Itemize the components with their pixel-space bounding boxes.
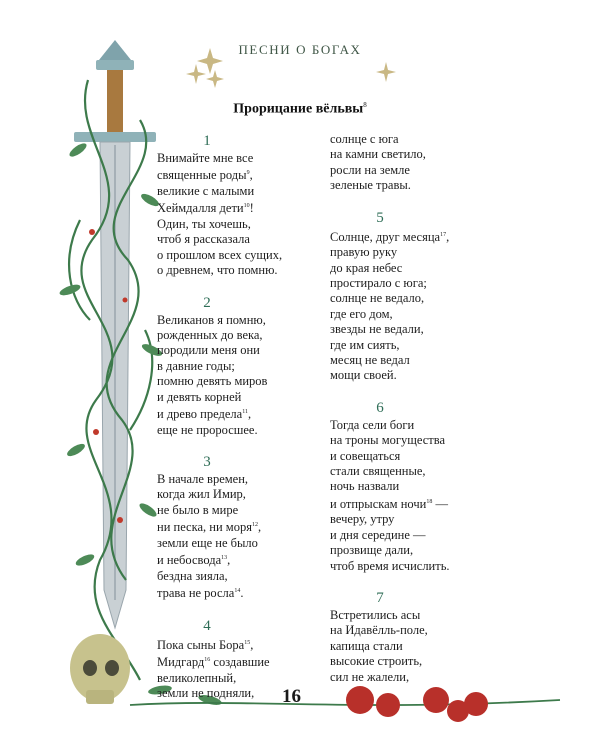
stanza — [157, 132, 307, 279]
verse-line — [157, 487, 307, 502]
footnote-ref: 18 — [426, 498, 433, 505]
verse-text: высокие строить, — [330, 654, 423, 669]
verse-text: солнце с юга — [330, 132, 399, 146]
verse-line — [330, 495, 480, 513]
verse-text: Хеймдалля дети — [157, 201, 244, 216]
verse-punctuation: , — [249, 168, 253, 183]
verse-line — [157, 584, 307, 602]
verse-text: рожденных до века, — [157, 327, 263, 342]
verse-text: месяц не ведал — [330, 353, 410, 368]
verse-text: о прошлом всех сущих, — [157, 247, 283, 262]
stanza-gap — [330, 574, 480, 589]
verse-line — [157, 184, 307, 199]
verse-punctuation: ! — [249, 201, 254, 216]
verse-text: и небосвода — [157, 553, 222, 568]
verse-text: породили меня они — [157, 343, 260, 358]
verse-line — [330, 639, 480, 654]
verse-text: и девять корней — [157, 389, 242, 404]
verse-text: где им сиять, — [330, 337, 400, 352]
verse-line — [330, 433, 480, 448]
verse-line — [330, 245, 480, 260]
verse-line — [330, 449, 480, 464]
apple-icon — [346, 686, 488, 722]
stanza-number: 4 — [203, 617, 211, 634]
verse-line — [157, 405, 307, 423]
verse-punctuation: . — [240, 586, 244, 601]
verse-text: земли не подняли, — [157, 686, 255, 701]
verse-text: мощи своей. — [330, 368, 397, 383]
verse-text: и совещаться — [330, 448, 401, 463]
verse-text: Тогда сели боги — [330, 417, 415, 432]
verse-line — [157, 636, 307, 654]
verse-line — [157, 551, 307, 569]
verse-text: священные роды — [157, 168, 247, 183]
verse-line — [157, 248, 307, 263]
verse-line — [157, 359, 307, 374]
stanza-gap — [330, 384, 480, 399]
footnote-ref: 13 — [221, 555, 228, 562]
verse-line — [157, 328, 307, 343]
verse-line — [330, 528, 480, 543]
verse-text: зеленые травы. — [330, 178, 411, 193]
poem-title — [150, 101, 450, 118]
verse-text: о древнем, что помню. — [157, 263, 278, 278]
verse-text: звезды не ведали, — [330, 322, 424, 337]
verse-line — [330, 464, 480, 479]
verse-punctuation: создавшие — [210, 655, 270, 670]
right-column — [330, 132, 480, 685]
verse-text: В начале времен, — [157, 471, 249, 486]
stanza — [157, 453, 307, 602]
verse-text: бездна зияла, — [157, 568, 228, 583]
running-header: ПЕСНИ О БОГАХ — [238, 42, 362, 57]
verse-line — [157, 518, 307, 536]
verse-line — [330, 670, 480, 685]
verse-line — [157, 166, 307, 184]
verse-line — [330, 479, 480, 494]
verse-line — [157, 472, 307, 487]
verse-punctuation: , — [227, 553, 231, 568]
verse-line — [157, 263, 307, 278]
verse-line — [157, 390, 307, 405]
verse-text: капища стали — [330, 638, 403, 653]
footnote-ref: 15 — [244, 639, 251, 646]
left-column — [157, 132, 307, 702]
verse-line — [330, 291, 480, 306]
verse-line — [330, 307, 480, 322]
verse-line — [330, 276, 480, 291]
footnote-ref: 11 — [242, 409, 248, 415]
verse-line — [157, 343, 307, 358]
stanza-number: 6 — [376, 399, 384, 416]
verse-text: Внимайте мне все — [157, 151, 254, 165]
verse-text: Встретились асы — [330, 608, 421, 623]
verse-text: не было в мире — [157, 502, 239, 517]
verse-text: трава не росла — [157, 586, 235, 601]
verse-line — [157, 151, 307, 166]
stanza-number: 5 — [376, 209, 384, 226]
verse-text: простирало с юга; — [330, 276, 427, 290]
footnote-ref: 16 — [204, 657, 211, 664]
verse-line — [157, 232, 307, 247]
verse-text: стали священные, — [330, 464, 426, 479]
verse-text: на камни светило, — [330, 147, 426, 162]
stanza — [330, 589, 480, 685]
verse-text: сил не жалели, — [330, 669, 410, 684]
verse-text: вечеру, утру — [330, 512, 395, 527]
footnote-ref: 10 — [243, 203, 250, 210]
stanza-gap — [157, 279, 307, 294]
verse-punctuation: , — [257, 520, 262, 535]
verse-line — [157, 374, 307, 389]
verse-text: чтоб я рассказала — [157, 232, 250, 247]
page-number: 16 — [282, 686, 301, 707]
verse-punctuation: , — [250, 637, 254, 652]
stanza — [157, 294, 307, 438]
verse-line — [330, 623, 480, 638]
verse-text: Мидгард — [157, 655, 205, 670]
verse-text: до края небес — [330, 260, 403, 275]
verse-line — [157, 536, 307, 551]
verse-line — [157, 217, 307, 232]
verse-line — [157, 569, 307, 584]
stanza-number: 7 — [376, 590, 384, 607]
verse-punctuation: , — [247, 407, 252, 422]
verse-line — [330, 163, 480, 178]
skull-icon — [70, 634, 130, 704]
verse-text: на Идавёлль-поле, — [330, 623, 428, 638]
verse-text: и дня середине — — [330, 527, 426, 542]
verse-text: помню девять миров — [157, 374, 268, 389]
verse-line — [330, 418, 480, 433]
verse-text: ночь назвали — [330, 479, 400, 494]
verse-punctuation: , — [446, 229, 450, 244]
verse-text: и древо предела — [157, 407, 243, 422]
verse-text: где его дом, — [330, 306, 393, 321]
verse-line — [157, 313, 307, 328]
verse-line — [330, 261, 480, 276]
footnote-ref: 12 — [251, 522, 258, 529]
verse-line — [330, 322, 480, 337]
verse-text: Солнце, друг месяца — [330, 229, 441, 244]
verse-text: когда жил Имир, — [157, 487, 246, 502]
verse-text: солнце не ведало, — [330, 291, 425, 306]
verse-line — [330, 147, 480, 162]
verse-line — [330, 559, 480, 574]
stanza-number: 3 — [203, 453, 211, 470]
verse-line — [330, 353, 480, 368]
verse-line — [330, 608, 480, 623]
verse-text: Один, ты хочешь, — [157, 216, 251, 231]
stanza-gap — [330, 194, 480, 209]
stanza-number: 2 — [203, 294, 211, 311]
verse-text: в давние годы; — [157, 358, 235, 373]
verse-line — [157, 503, 307, 518]
verse-text: земли еще не было — [157, 535, 258, 550]
verse-line — [330, 228, 480, 246]
verse-line — [330, 132, 480, 147]
stanza-number: 1 — [203, 133, 211, 149]
verse-line — [330, 178, 480, 193]
verse-text: и отпрыскам ночи — [330, 497, 427, 512]
verse-text: на троны могущества — [330, 433, 446, 448]
verse-line — [157, 671, 307, 686]
footnote-ref: 17 — [440, 231, 447, 238]
verse-line — [330, 368, 480, 383]
verse-line — [157, 199, 307, 217]
footnote-ref: 9 — [246, 170, 250, 177]
verse-line — [330, 543, 480, 558]
poem-title-text: Прорицание вёльвы — [233, 101, 364, 117]
stanza-gap — [157, 602, 307, 617]
verse-line — [157, 423, 307, 438]
verse-text: росли на земле — [330, 162, 410, 177]
verse-text: Пока сыны Бора — [157, 637, 245, 652]
footnote-ref: 14 — [234, 588, 241, 595]
verse-text: Великанов я помню, — [157, 312, 266, 327]
stanza-gap — [157, 438, 307, 453]
verse-line — [330, 338, 480, 353]
verse-punctuation: — — [432, 497, 448, 512]
verse-text: ни песка, ни моря — [157, 520, 252, 535]
stanza — [330, 209, 480, 384]
verse-line — [330, 512, 480, 527]
stanza — [330, 132, 480, 194]
stanza — [330, 399, 480, 574]
verse-text: прозвище дали, — [330, 543, 414, 558]
verse-line — [157, 653, 307, 671]
verse-text: правую руку — [330, 245, 398, 260]
verse-text: великолепный, — [157, 670, 237, 685]
verse-text: чтоб время исчислить. — [330, 558, 450, 573]
verse-text: еще не проросшее. — [157, 422, 258, 437]
verse-line — [330, 654, 480, 669]
footnote-ref: 8 — [363, 101, 367, 109]
verse-text: великие с малыми — [157, 183, 255, 198]
